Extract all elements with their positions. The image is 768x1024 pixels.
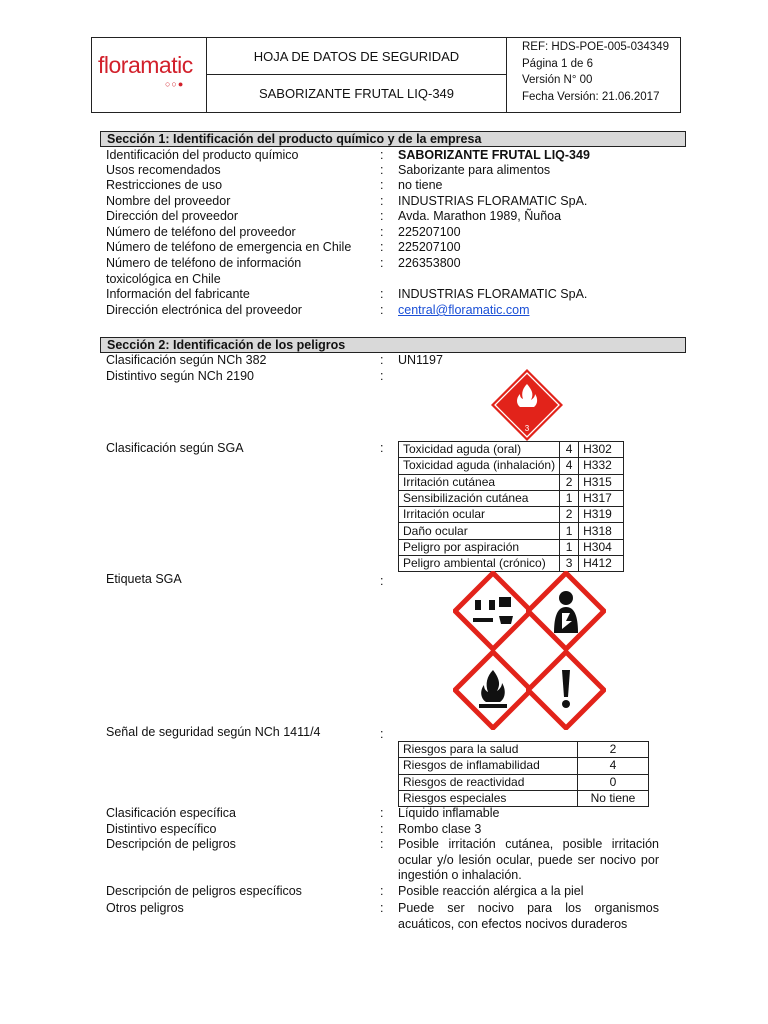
s1-label-8: Información del fabricante: [106, 287, 250, 301]
desc-value: Posible irritación cutánea, posible irritación ocular y/o lesión ocular, puede ser nocivo por ingestión o inhalación.: [398, 837, 659, 882]
table-row: Toxicidad aguda (inhalación) 4 H332: [399, 458, 624, 474]
s1-value-4: Avda. Marathon 1989, Ñuñoa: [398, 209, 562, 223]
table-row: Daño ocular 1 H318: [399, 523, 624, 539]
nch1411-label: Señal de seguridad según NCh 1411/4: [106, 725, 321, 739]
table-row: Riesgos especiales No tiene: [399, 790, 649, 806]
table-row: Irritación ocular 2 H319: [399, 507, 624, 523]
s1-label-6: Número de teléfono de emergencia en Chile: [106, 240, 352, 254]
table-row: Irritación cutánea 2 H315: [399, 474, 624, 490]
s1-value-2: no tiene: [398, 178, 443, 192]
clas-esp-label: Clasificación específica: [106, 806, 236, 820]
desc-esp-label: Descripción de peligros específicos: [106, 884, 302, 898]
otros-label: Otros peligros: [106, 901, 184, 915]
etiqueta-sga-label: Etiqueta SGA: [106, 572, 182, 586]
nch2190-label: Distintivo según NCh 2190: [106, 369, 254, 383]
table-row: Riesgos de reactividad 0: [399, 774, 649, 790]
health-hazard-pictogram-icon: [526, 571, 606, 651]
document-title: HOJA DE DATOS DE SEGURIDAD: [207, 38, 506, 75]
header-meta: [522, 38, 680, 105]
supplier-email-link[interactable]: central@floramatic.com: [398, 303, 530, 317]
s1-value-6: 225207100: [398, 240, 461, 254]
diamond-class-number: 3: [524, 424, 530, 433]
s1-label-5: Número de teléfono del proveedor: [106, 225, 296, 239]
flammable-pictogram-icon: [453, 650, 533, 730]
ref-code: REF: HDS-POE-005-034349: [522, 41, 670, 53]
s1-label-7: Número de teléfono de información toxicológica en Chile: [106, 256, 302, 286]
page-number: Página 1 de 6: [522, 57, 593, 70]
desc-label: Descripción de peligros: [106, 837, 236, 851]
table-row: Peligro por aspiración 1 H304: [399, 539, 624, 555]
table-row: Sensibilización cutánea 1 H317: [399, 490, 624, 506]
document-header: [91, 37, 681, 113]
version-number: Versión N° 00: [522, 74, 593, 86]
nch1411-table: [398, 741, 649, 807]
table-row: Peligro ambiental (crónico) 3 H412: [399, 556, 624, 572]
s1-value-5: 225207100: [398, 225, 461, 239]
s1-value-0: SABORIZANTE FRUTAL LIQ-349: [398, 148, 590, 162]
section1-title: Sección 1: Identificación del producto químico y de la empresa: [100, 131, 686, 147]
s1-label-9: Dirección electrónica del proveedor: [106, 303, 302, 317]
s1-label-0: Identificación del producto químico: [106, 148, 299, 162]
nch382-label: Clasificación según NCh 382: [106, 353, 267, 367]
sga-classification-table: [398, 441, 624, 572]
logo-dots-icon: ○○●: [165, 79, 185, 89]
s1-value-3: INDUSTRIAS FLORAMATIC SpA.: [398, 194, 588, 208]
exclamation-pictogram-icon: [526, 650, 606, 730]
s1-label-4: Dirección del proveedor: [106, 209, 239, 223]
corrosive-pictogram-icon: [453, 571, 533, 651]
dist-esp-label: Distintivo específico: [106, 822, 217, 836]
s1-label-2: Restricciones de uso: [106, 178, 223, 192]
s1-label-3: Nombre del proveedor: [106, 194, 231, 208]
flammable-class3-diamond-icon: [490, 368, 564, 442]
table-row: Riesgos de inflamabilidad 4: [399, 758, 649, 774]
header-center: [207, 38, 507, 112]
s1-value-8: INDUSTRIAS FLORAMATIC SpA.: [398, 287, 588, 301]
section2-title: Sección 2: Identificación de los peligros: [100, 337, 686, 353]
version-date: Fecha Versión: 21.06.2017: [522, 90, 660, 103]
table-row: Toxicidad aguda (oral) 4 H302: [399, 442, 624, 458]
dist-esp-value: Rombo clase 3: [398, 822, 482, 836]
nch382-value: UN1197: [398, 353, 443, 367]
sga-label: Clasificación según SGA: [106, 441, 244, 455]
s1-value-7: 226353800: [398, 256, 461, 270]
desc-esp-value: Posible reacción alérgica a la piel: [398, 884, 584, 898]
clas-esp-value: Líquido inflamable: [398, 806, 500, 820]
s1-label-1: Usos recomendados: [106, 163, 221, 177]
table-row: Riesgos para la salud 2: [399, 742, 649, 758]
company-logo: floramatic: [98, 52, 193, 78]
product-name-header: SABORIZANTE FRUTAL LIQ-349: [258, 86, 455, 101]
otros-value: Puede ser nocivo para los organismos acuáticos, con efectos nocivos duraderos: [398, 901, 659, 931]
logo-cell: [92, 38, 207, 112]
s1-value-1: Saborizante para alimentos: [398, 163, 551, 177]
